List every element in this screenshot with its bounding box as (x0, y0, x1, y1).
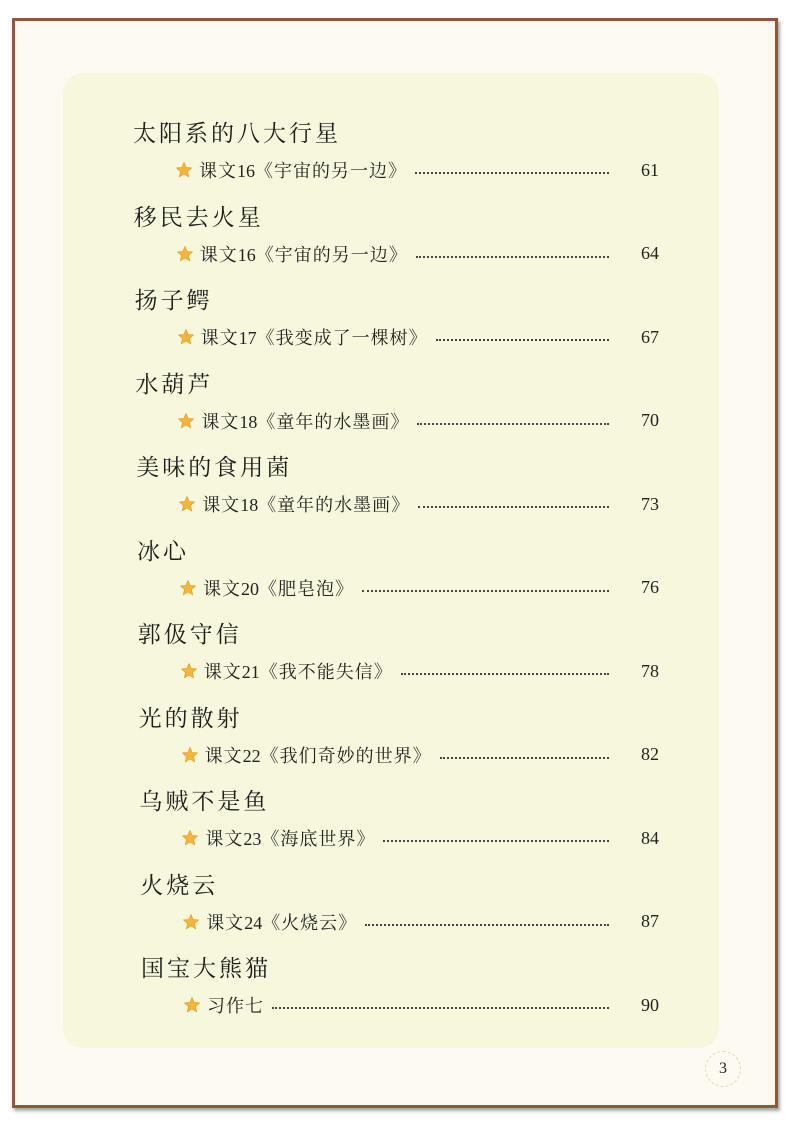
entry-title: 乌贼不是鱼 (139, 789, 270, 815)
entry-source-line (181, 825, 659, 851)
lesson-number: 24 (244, 912, 263, 933)
entry-source-line (175, 157, 659, 183)
lesson-number: 22 (242, 745, 261, 766)
lesson-word: 课文 (205, 829, 244, 850)
source-label (206, 909, 357, 935)
lesson-word: 课文 (200, 328, 239, 349)
lesson-name: 《童年的水墨画》 (258, 495, 411, 516)
entry-page-number: 70 (640, 410, 659, 430)
entry-page-number: 73 (640, 493, 659, 514)
entry-source-line (180, 658, 659, 684)
lesson-word: 课文 (206, 912, 245, 934)
entry-source-line (181, 742, 659, 768)
lesson-name: 《我们奇妙的世界》 (260, 745, 432, 767)
contents-panel (63, 73, 719, 1048)
lesson-word: 课文 (199, 244, 238, 266)
lesson-word: 课文 (204, 745, 243, 767)
entry-title: 国宝大熊猫 (141, 956, 271, 982)
source-label (204, 658, 393, 684)
lesson-word: 课文 (202, 495, 241, 516)
entry-title: 太阳系的八大行星 (133, 121, 341, 147)
toc-entry[interactable] (63, 620, 719, 704)
star-icon (177, 328, 195, 346)
star-icon (180, 662, 198, 680)
entry-page-number: 76 (641, 577, 659, 597)
lesson-number: 18 (239, 411, 258, 432)
toc-entry[interactable] (63, 704, 719, 788)
page-number: 3 (705, 1051, 741, 1087)
entry-source-line (182, 909, 659, 935)
source-label (203, 575, 354, 601)
source-label (200, 241, 408, 267)
entry-page-number: 64 (640, 243, 659, 263)
entry-page-number: 78 (640, 660, 659, 681)
entry-title: 冰心 (137, 538, 189, 565)
entry-source-line (176, 241, 659, 267)
toc-entry[interactable] (63, 537, 719, 621)
entry-title: 水葫芦 (135, 371, 214, 398)
lesson-name: 《我不能失信》 (259, 662, 393, 683)
star-icon (179, 579, 197, 597)
entry-title: 美味的食用菌 (136, 455, 293, 481)
star-icon (183, 996, 201, 1014)
entry-title: 光的散射 (138, 705, 243, 732)
toc-entry[interactable] (63, 203, 719, 287)
dot-leader (436, 339, 609, 341)
toc-entry[interactable] (63, 286, 719, 370)
toc-entry[interactable] (63, 871, 719, 955)
star-icon (177, 412, 195, 430)
lesson-number: 21 (241, 662, 260, 682)
source-label (201, 408, 409, 434)
lesson-number: 18 (240, 495, 259, 515)
entry-source-line (177, 324, 659, 350)
lesson-name: 《宇宙的另一边》 (255, 161, 407, 182)
star-icon (175, 161, 193, 179)
entry-page-number: 87 (640, 911, 659, 931)
toc-entry[interactable] (63, 954, 719, 1038)
star-icon (181, 829, 199, 847)
source-label (199, 157, 407, 183)
lesson-number: 16 (237, 161, 255, 181)
lesson-number: 23 (243, 829, 262, 849)
entry-source-line (177, 408, 659, 434)
source-label (202, 491, 410, 517)
star-icon (178, 495, 196, 513)
dot-leader (416, 256, 609, 258)
lesson-word: 课文 (203, 578, 241, 600)
dot-leader (362, 590, 609, 592)
entry-title: 移民去火星 (133, 204, 264, 231)
lesson-name: 《海底世界》 (261, 829, 376, 850)
entry-source-line (179, 575, 659, 601)
star-icon (181, 746, 199, 764)
lesson-word: 课文 (199, 161, 237, 182)
entry-source-line (183, 992, 659, 1018)
source-label (201, 324, 428, 350)
entry-source-line (178, 491, 659, 517)
lesson-number: 20 (241, 578, 259, 599)
lesson-number: 16 (237, 244, 256, 265)
book-page (12, 18, 778, 1108)
lesson-word: 习作七 (207, 996, 264, 1017)
lesson-name: 《我变成了一棵树》 (256, 328, 428, 349)
toc-entry[interactable] (63, 119, 719, 203)
entry-page-number: 90 (641, 994, 659, 1015)
dot-leader (440, 757, 609, 759)
entry-title: 郭伋守信 (137, 622, 242, 648)
dot-leader (415, 172, 609, 174)
source-label (205, 825, 375, 851)
dot-leader (383, 840, 609, 842)
lesson-word: 课文 (203, 662, 242, 683)
entry-page-number: 84 (640, 827, 659, 848)
lesson-name: 《肥皂泡》 (259, 578, 354, 600)
dot-leader (365, 924, 609, 926)
source-label (207, 992, 264, 1018)
star-icon (176, 245, 194, 263)
toc-entry[interactable] (63, 453, 719, 537)
dot-leader (401, 673, 609, 675)
lesson-name: 《童年的水墨画》 (257, 411, 410, 433)
toc-entry[interactable] (63, 787, 719, 871)
entry-page-number: 67 (640, 326, 659, 347)
dot-leader (418, 506, 609, 508)
lesson-word: 课文 (201, 411, 240, 433)
lesson-name: 《宇宙的另一边》 (255, 244, 408, 266)
star-icon (182, 913, 200, 931)
dot-leader (272, 1007, 609, 1009)
lesson-number: 17 (238, 328, 257, 348)
lesson-name: 《火烧云》 (262, 912, 358, 934)
entry-page-number: 82 (640, 744, 659, 764)
entry-page-number: 61 (641, 159, 659, 180)
entry-title: 火烧云 (140, 872, 219, 899)
dot-leader (417, 423, 609, 425)
source-label (205, 742, 432, 768)
toc-entry[interactable] (63, 370, 719, 454)
entry-title: 扬子鳄 (134, 288, 213, 314)
